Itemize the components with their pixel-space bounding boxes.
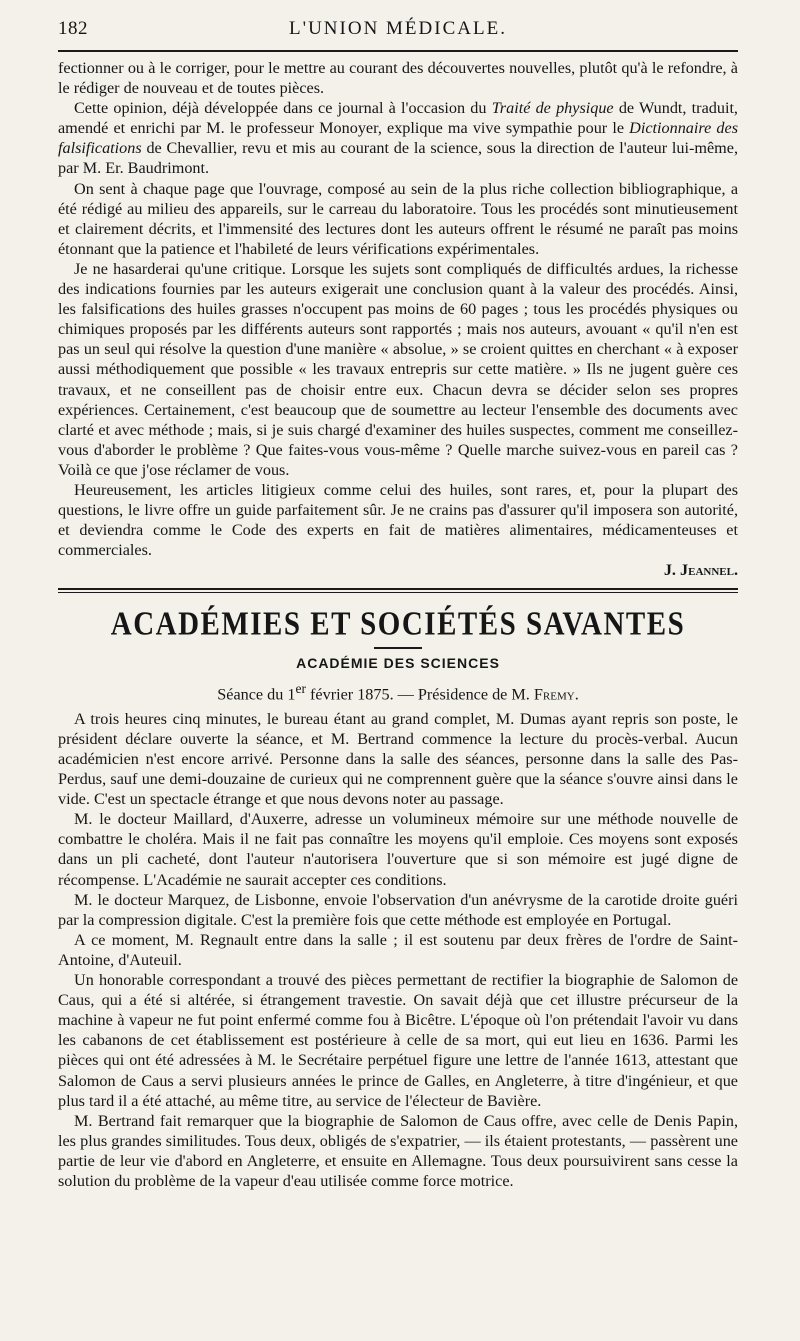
academy-paragraph: Un honorable correspondant a trouvé des pièces permettant de rectifier la biographie de Salomon de Caus, qui a été si altérée, si étrangement travestie. On savait déjà que cet illustre précurseur de la machine à vapeur ne fut point enfermé comme fou à Bicêtre. L'époque où l'on prétendait l'avoir vu dans les cabanons de cet établissement est postérieure à celle de sa mort, qui eut lieu en 1636. Parmi les pièces qui ont été adressées à M. le Secrétaire perpétuel figure une lettre de l'année 1613, attestant que Salomon de Caus a servi plusieurs années le prince de Galles, en Angleterre, à titre d'ingénieur, et que plus tard il a été attaché, au même titre, au service de l'électeur de Bavière. (58, 971, 738, 1110)
session-prefix: Séance du 1 (217, 685, 296, 704)
academy-paragraph: A ce moment, M. Regnault entre dans la salle ; il est soutenu par deux frères de l'ordre de Saint-Antoine, d'Auteuil. (58, 930, 738, 969)
academy-paragraph: M. le docteur Marquez, de Lisbonne, envoie l'observation d'un anévrysme de la carotide droite guéri par la compression digitale. C'est la première fois que cette méthode est employée en Portugal. (58, 890, 738, 929)
session-president: Fremy (533, 685, 575, 704)
review-paragraph-2 (58, 98, 738, 178)
review-signature: J. Jeannel. (663, 561, 738, 580)
session-line (58, 679, 738, 704)
section-divider (58, 588, 738, 593)
review-paragraph-5: Heureusement, les articles litigieux comme celui des huiles, sont rares, et, pour la plupart des questions, le livre offre un guide parfaitement sûr. Je ne crains pas d'assurer qu'il imposera son autorité, et deviendra comme le Code des experts en fait de matières alimentaires, médicamenteuses et commerciales. (58, 480, 738, 560)
session-sup: er (295, 681, 306, 697)
session-suffix: février 1875. — Présidence de M. (305, 685, 534, 704)
book-review (58, 58, 738, 580)
review-p2-text-a: Cette opinion, déjà développée dans ce journal à l'occasion du (74, 99, 492, 118)
academy-paragraph: A trois heures cinq minutes, le bureau étant au grand complet, M. Dumas ayant repris son poste, le président déclare ouverte la séance, et M. Bertrand commence la lecture du procès-verbal. Aucun académicien n'est encore arrivé. Personne dans la salle des séances, personne dans la salle des Pas-Perdus, sauf une demi-douzaine de curieux qui ne comprennent guère que la séance s'ouvre ainsi dans le vide. C'est un spectacle étrange et que nous devons noter au passage. (58, 709, 738, 809)
academy-paragraph: M. le docteur Maillard, d'Auxerre, adresse un volumineux mémoire sur une méthode nouvelle de combattre le choléra. Mais il ne fait pas connaître les moyens qu'il emploie. Ces moyens sont exposés dans un pli cacheté, dont l'auteur n'autorisera l'ouverture que si son mémoire est jugé digne de récompense. L'Académie ne saurait accepter ces conditions. (58, 810, 738, 889)
header-rule (58, 50, 738, 52)
academy-paragraph: M. Bertrand fait remarquer que la biographie de Salomon de Caus offre, avec celle de Denis Papin, les plus grandes similitudes. Tous deux, obligés de s'expatrier, — ils étaient protestants, — passèrent une partie de leur vie d'abord en Angleterre, et ensuite en Allemagne. Tous deux poursuivirent sans cesse la solution du problème de la vapeur d'eau utilisée comme force motrice. (58, 1111, 738, 1190)
review-signature-line (58, 560, 738, 580)
page-number: 182 (58, 18, 88, 39)
section-title: ACADÉMIES ET SOCIÉTÉS SAVANTES (110, 605, 686, 644)
book-title-traite-de-physique: Traité de physique (491, 99, 614, 118)
title-rule (374, 647, 422, 649)
running-head (58, 18, 738, 48)
page (58, 18, 738, 1191)
review-p2-text-b: de Wundt, traduit, amendé et enrichi par M. le professeur Monoyer, explique ma vive sympathie pour le (58, 99, 738, 138)
session-end: . (574, 685, 579, 704)
review-p2-text-c: de Chevallier, revu et mis au courant de la science, sous la direction de l'auteur lui-même, par M. Er. Baudrimont. (58, 139, 738, 178)
subsection-title: ACADÉMIE DES SCIENCES (296, 655, 500, 672)
academies-section (58, 607, 738, 1191)
review-paragraph-4: Je ne hasarderai qu'une critique. Lorsque les sujets sont compliqués de difficultés ardues, la richesse des indications fournies par les auteurs exigerait une conclusion quant à la valeur des procédés. Ainsi, les falsifications des huiles grasses n'occupent pas moins de 60 pages ; tous les procédés physiques ou chimiques proposés par les différents auteurs sont rapportés ; mais nos auteurs, avouant « qu'il n'en est pas un seul qui résolve la question d'une manière « absolue, » se croient quittes en cherchant « à exposer aussi méthodiquement que possible « les travaux entrepris sur cette matière. » Ils ne jugent guère ces travaux, et ne conseillent pas de choisir entre eux. Chacun devra se décider selon ses propres expériences. Certainement, c'est beaucoup que de soumettre au lecteur l'ensemble des documents avec clarté et avec méthode ; mais, si je suis chargé d'examiner des huiles suspectes, comment me conseillez-vous d'aborder le problème ? Que faites-vous vous-même ? Quelle marche suivez-vous en pareil cas ? Voilà ce que j'ose réclamer de vous. (58, 259, 738, 479)
review-paragraph-1: fectionner ou à le corriger, pour le mettre au courant des découvertes nouvelles, plutôt qu'à le refondre, à le rédiger de nouveau et de toutes pièces. (58, 59, 738, 98)
review-paragraph-3: On sent à chaque page que l'ouvrage, composé au sein de la plus riche collection bibliographique, a été rédigé au milieu des appareils, sur le carreau du laboratoire. Tous les procédés sont minutieusement et clairement décrits, et l'immensité des lectures dont les auteurs offrent le résumé ne paraît pas moins étonnant que la patience et l'habileté de leurs vérifications expérimentales. (58, 179, 738, 258)
journal-title: L'UNION MÉDICALE. (289, 18, 507, 39)
book-title-dictionnaire: Dictionnaire des falsifications (58, 119, 738, 158)
